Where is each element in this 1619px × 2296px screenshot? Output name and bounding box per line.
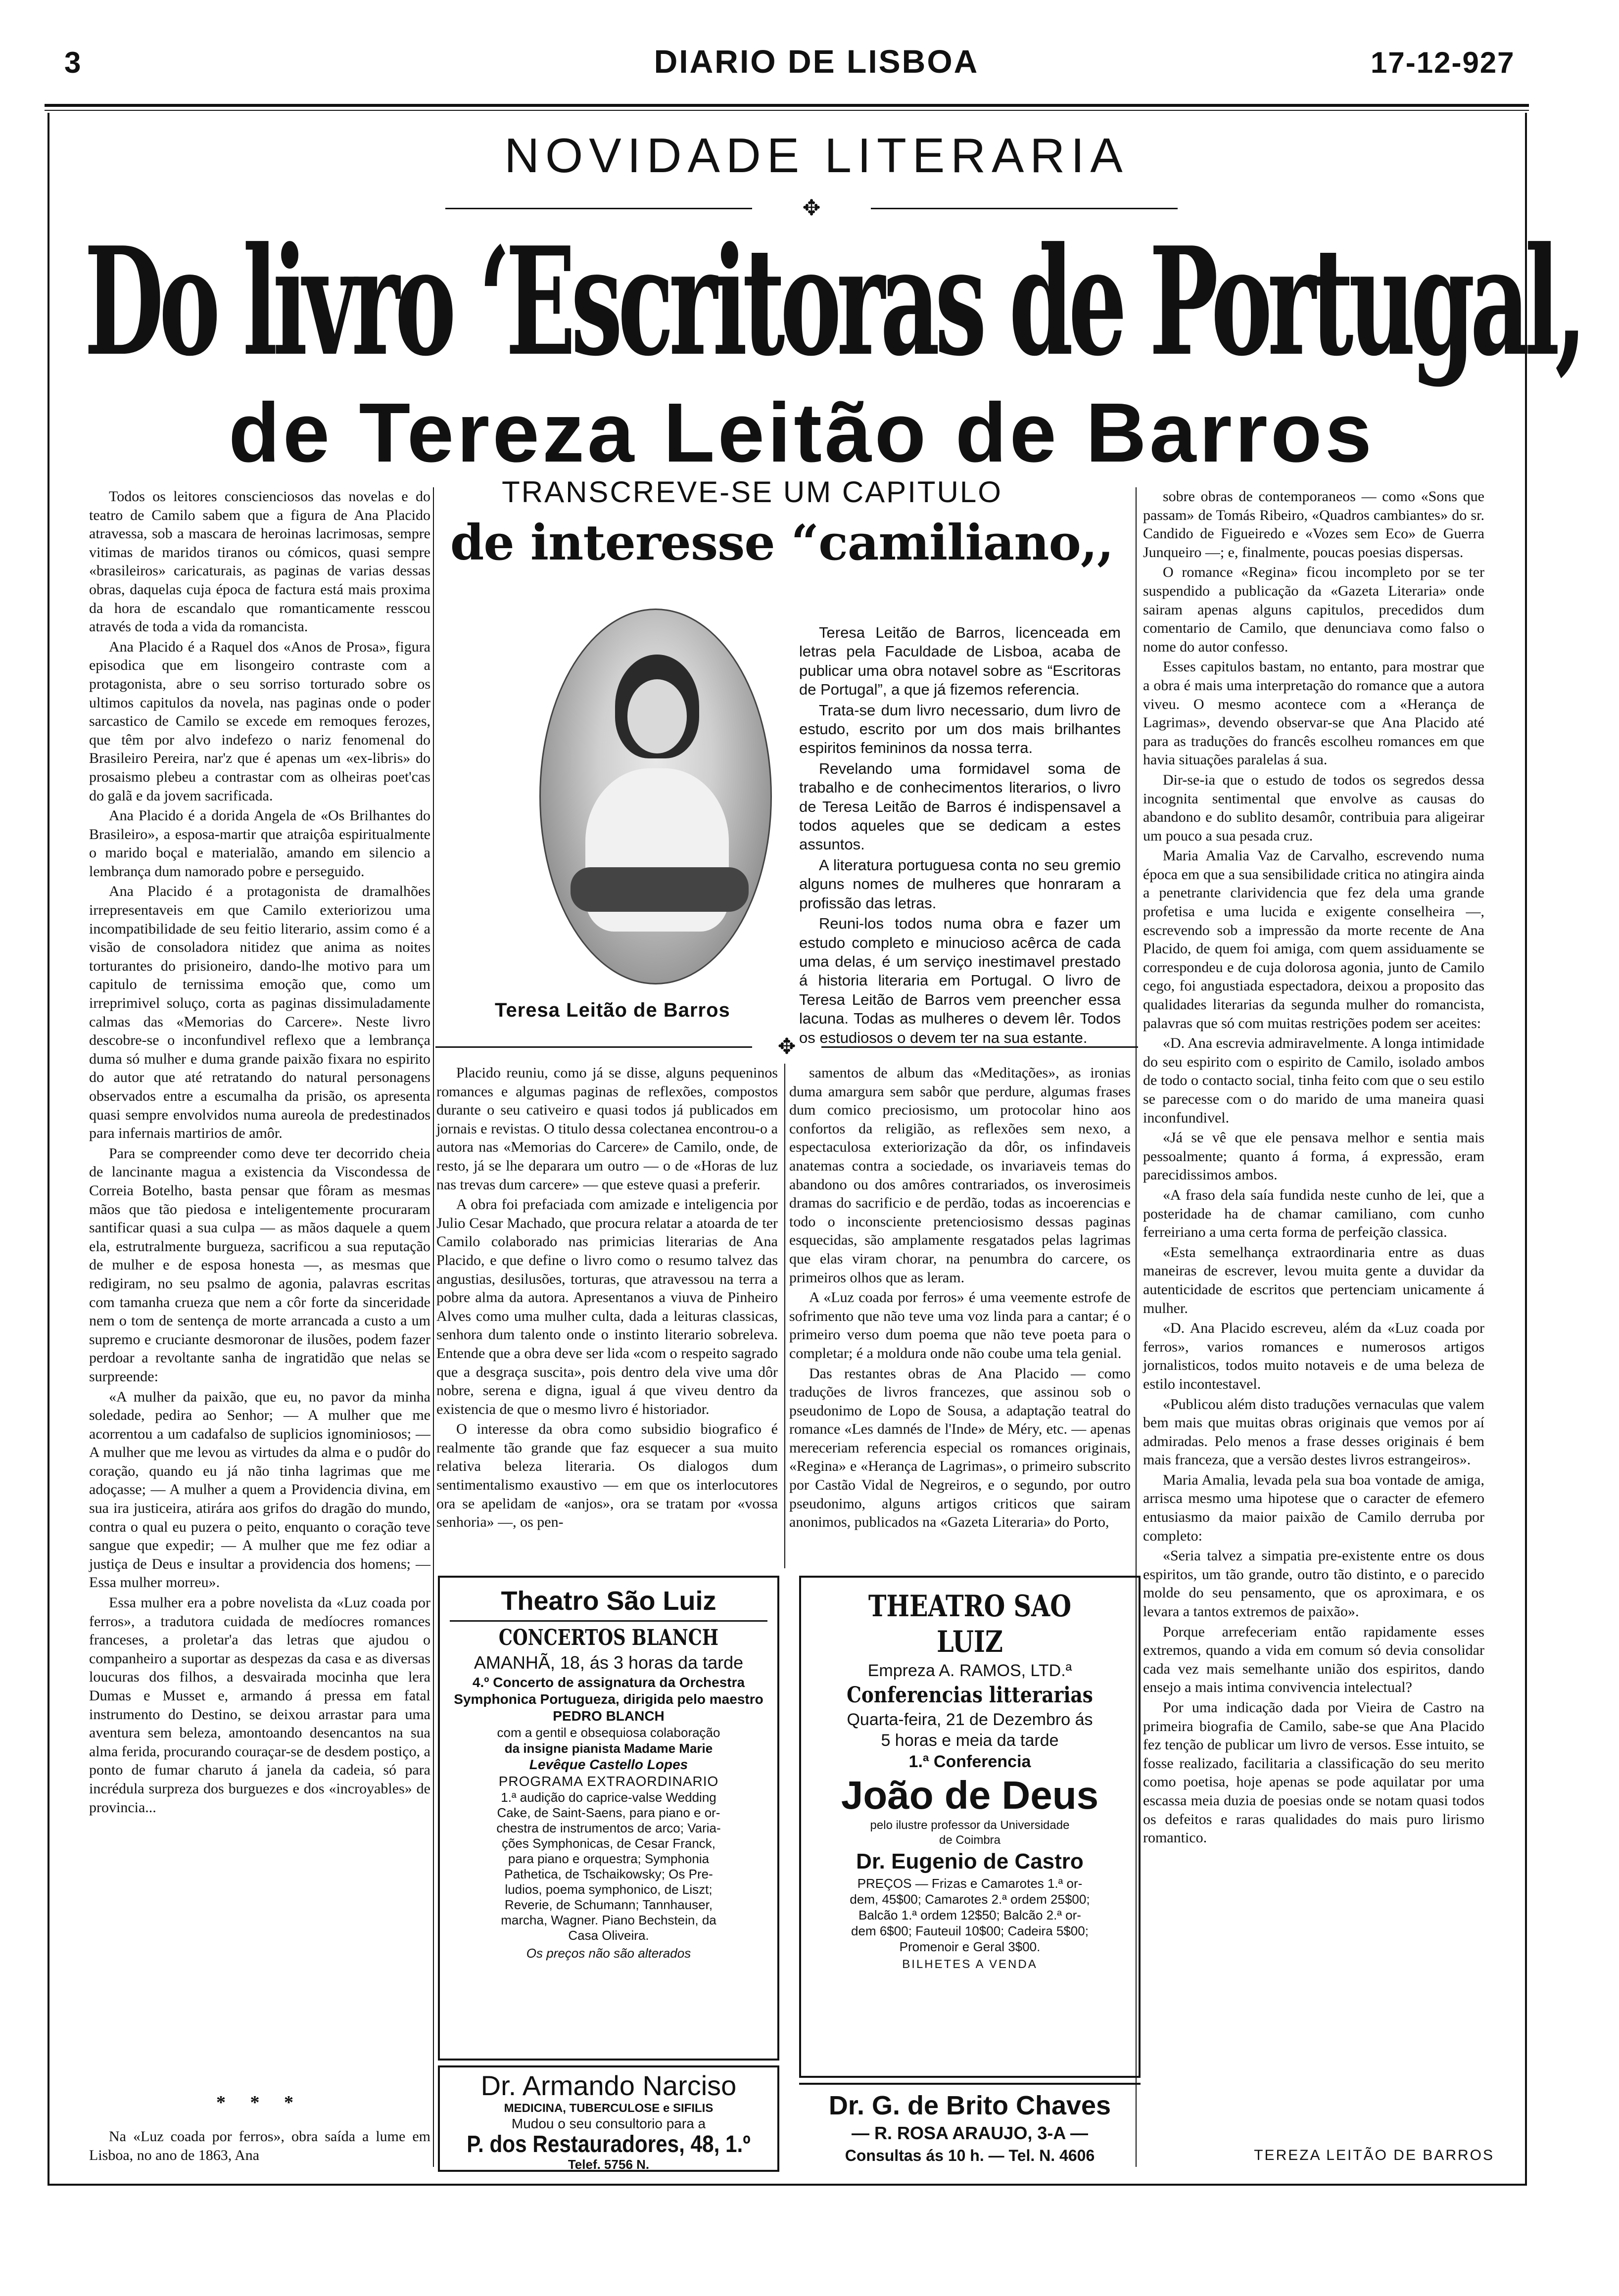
ad-price: dem, 45$00; Camarotes 2.ª ordem 25$00; [850, 1892, 1090, 1907]
col1-paragraph: Ana Placido é a Raquel dos «Anos de Prosa», figura episodica que em lisongeiro contraste com a protagonista, abre o seu sorriso torturado sobre os ultimos capitulos da novela, nas paginas onde o poder sarcastico de Camilo se excede em remoques ferozes, que têm por alvo indefezo o nariz fenomenal do Brasileiro Pereira, nar'z que é apenas um «ex-libris» do prosaismo plebeu a contrastar com as olheiras poet'cas do galã e da jovem sacrificada. [89, 638, 430, 804]
ad-line: Levêque Castello Lopes [529, 1757, 688, 1772]
ad-title: THEATRO SAO LUIZ [868, 1589, 1072, 1659]
article-column-1-tail [89, 2127, 430, 2167]
ad-address: — R. ROSA ARAUJO, 3-A — [851, 2123, 1089, 2143]
ad-armando-narciso [438, 2065, 779, 2172]
ad-by: pelo ilustre professor da Universidade [870, 1819, 1070, 1832]
ad-footer: Os preços não são alterados [526, 1946, 691, 1961]
ad-line: Cake, de Saint-Saens, para piano e or- [497, 1805, 720, 1820]
article-signature: TEREZA LEITÃO DE BARROS [1254, 2147, 1494, 2163]
ad-speaker: Dr. Eugenio de Castro [856, 1849, 1084, 1874]
ad-brito-chaves [799, 2083, 1141, 2172]
ad-line: para piano e orquestra; Symphonia [508, 1851, 710, 1866]
ad-price: dem 6$00; Fauteuil 10$00; Cadeira 5$00; [851, 1923, 1089, 1938]
ad-line: 1.ª audição do caprice-valse Wedding [501, 1790, 716, 1805]
ad-line: 4.º Concerto de assignatura da Orchestra [472, 1675, 745, 1690]
masthead-rule-thin [45, 110, 1529, 111]
ad-line: Casa Oliveira. [568, 1928, 649, 1943]
ad-line: com a gentil e obsequiosa colaboração [497, 1725, 720, 1740]
ad-specialty: MEDICINA, TUBERCULOSE e SIFILIS [504, 2102, 714, 2115]
col4-paragraph: Porque arrefeceriam então rapidamente esses extremos, quando a vida em comum só devia consolidar cada vez mais semelhante união dos espiritos, dando ensejo a mais intima convivencia intelectual? [1143, 1623, 1484, 1696]
kicker-rule-right [871, 208, 1178, 209]
ad-line: PROGRAMA EXTRAORDINARIO [498, 1774, 719, 1789]
intro-paragraph: Reuni-los todos numa obra e fazer um estudo completo e minucioso acêrca de cada uma delas, é um serviço inestimavel prestado á historia literaria em Portugal. O livro de Teresa Leitão de Barros vem preencher essa lacuna. Todas as mulheres o devem lêr. Todos os estudiosos o devem ter na sua estante. [799, 915, 1121, 1046]
ad-tickets: BILHETES A VENDA [902, 1958, 1038, 1971]
article-column-2 [436, 1064, 778, 1568]
intro-paragraph: Teresa Leitão de Barros, licenceada em letras pela Faculdade de Lisboa, acaba de publicar uma obra notavel sobre as “Escritoras de Portugal”, a que já fizemos referencia. [799, 624, 1121, 699]
ad-conference: 1.ª Conferencia [908, 1752, 1031, 1771]
section-separator: * * * [216, 2092, 303, 2113]
col4-paragraph: Dir-se-ia que o estudo de todos os segredos dessa incognita sentimental que envolve as causas do abandono e do sublito desamôr, contribuia para aligeirar um pouco a sua pesada cruz. [1143, 771, 1484, 844]
ad-line: marcha, Wagner. Piano Bechstein, da [501, 1913, 716, 1927]
col4-paragraph: «Seria talvez a simpatia pre-existente entre os dous espiritos, um tão grande, outro tão distinto, e o parecido molde do seu pensamento, que os aproximara, e os levara a tantos extremos de paixão». [1143, 1547, 1484, 1620]
intro-box [799, 623, 1121, 1046]
ad-doctor-name: Dr. Armando Narciso [480, 2070, 737, 2101]
col1-paragraph: Todos os leitores conscienciosos das novelas e do teatro de Camilo sabem que a figura de Ana Placido atravessa, sob a mascara de heroinas lacrimosas, sempre vitimas de maridos tiranos ou cómicos, quasi sempre «brasileiros» caricaturais, as paginas de varias dessas obras, daquelas cuja época de factura está mais proxima da hora de escandalo que romanticamente resscou através de toda a vida da romancista. [89, 488, 430, 635]
column-rule [433, 487, 434, 2167]
col4-paragraph: Maria Amalia Vaz de Carvalho, escrevendo numa época em que a sua sensibilidade critica no atingira ainda a penetrante clarividencia que fez dela uma grande profetisa e uma lucida e exigente conselheira —, escrevendo sob a impressão da morte recente de Ana Placido, de quem foi amiga, com quem assiduamente se correspondeu e de cuja dolorosa agonia, junto de Camilo cego, foi angustiada espectadora, deixou a proposito das qualidades literarias da segunda mulher do romancista, palavras que só com muitas restrições podem ser aceites: [1143, 847, 1484, 1031]
ad-event: Conferencias litterarias [847, 1683, 1093, 1708]
col1-paragraph: Essa mulher era a pobre novelista da «Luz coada por ferros», a tradutora cuidada de medíocres romances franceses, a proletar'a das letras que ajudou o companheiro a suportar as despezas da casa e as diversas loucuras dos filhos, a desvairada mocinha que lera Dumas e Musset e, armando á pressa em fatal instrumento do Destino, se deixou arrastar para uma aventura sem beleza, amontoando desencantos na sua alma ferida, procurando couraçar-se de desdem postiço, a ponto de fumar charuto á janela da cadeia, só para incrédula surpreza dos burguezes e dos «incroyables» de provincia... [89, 1594, 430, 1816]
ad-subject: João de Deus [841, 1773, 1099, 1817]
ad-theatro-sao-luiz-conference [799, 1576, 1141, 2078]
col4-paragraph: O romance «Regina» ficou incompleto por se ter suspendido a publicação da «Gazeta Literaria» onde sairam apenas alguns capitulos, precedidos dum comentario de Camilo, que denunciava como falso o nome do autor confesso. [1143, 564, 1484, 655]
ad-line: ludios, poema symphonico, de Liszt; [505, 1882, 713, 1897]
center-rule-left [435, 1046, 752, 1048]
col3-paragraph: Das restantes obras de Ana Placido — como traduções de livros francezes, que assinou sob o pseudonimo de Lopo de Sousa, a adaptação teatral do romance «Les damnés de l'Inde» de Méry, etc. — apenas mereceriam referencia especial os romances originais, «Regina» e «Herança de Lagrimas», o primeiro subscrito por Castão Vidal de Negreiros, e o segundo, por outro pseudonimo, alguns artigos criticos que sairam anonimos, publicados na «Gazeta Literaria» do Porto, [789, 1365, 1131, 1531]
ad-event: CONCERTOS BLANCH [498, 1625, 719, 1650]
center-rule-right [821, 1046, 1138, 1048]
intro-paragraph: A literatura portuguesa conta no seu gremio alguns nomes de mulheres que honraram a profissão das letras. [799, 856, 1121, 912]
photo-face [627, 679, 687, 753]
ad-line: ções Symphonicas, de Cesar Franck, [501, 1836, 716, 1851]
subhead-interest: de interesse “camiliano,, [450, 515, 1114, 571]
photo-arm [571, 867, 749, 912]
ad-hours: Consultas ás 10 h. — Tel. N. 4606 [845, 2147, 1095, 2164]
col4-paragraph: «Publicou além disto traduções vernaculas que valem bem mais que muitas obras originais que vemos por aí admiradas. Pelo menos a frase desses originais é bem mais franceza, que a versão destes livros estrangeiros». [1143, 1396, 1484, 1468]
col1-tail-paragraph: Na «Luz coada por ferros», obra saída a lume em Lisboa, no ano de 1863, Ana [89, 2128, 430, 2163]
col4-paragraph: Esses capitulos bastam, no entanto, para mostrar que a obra é mais uma interpretação do romance que a autora viveu. O mesmo acontece com a «Herança de Lagrimas», devendo observar-se que Ana Placido até para as traduções do francês escolheu romances em que havia situações paralelas á sua. [1143, 658, 1484, 768]
ad-date: Quarta-feira, 21 de Dezembro ás [847, 1710, 1093, 1729]
col4-paragraph: «Já se vê que ele pensava melhor e sentia mais pessoalmente; quanto á forma, á expressão, eram parecidissimos ambos. [1143, 1129, 1484, 1183]
section-kicker: NOVIDADE LITERARIA [504, 128, 1129, 183]
page-number: 3 [64, 46, 81, 79]
ad-time: 5 horas e meia da tarde [881, 1731, 1059, 1750]
issue-date: 17-12-927 [1371, 46, 1515, 79]
ad-line: Symphonica Portugueza, dirigida pelo maestro [454, 1691, 763, 1707]
col4-paragraph: sobre obras de contemporaneos — como «Sons que passam» de Tomás Ribeiro, «Quadros cambiantes» do sr. Candido de Figueiredo e «Vozes sem Eco» de Guerra Junqueiro —; e, finalmente, poucas poesias dispersas. [1143, 488, 1484, 561]
column-rule [784, 1064, 785, 1568]
col1-paragraph: Ana Placido é a dorida Angela de «Os Brilhantes do Brasileiro», a esposa-martir que atraiçôa espiritualmente o marido boçal e materialão, amando em silencio a lembrança dum namorado pobre e perseguido. [89, 807, 430, 880]
subhead-chapter: TRANSCREVE-SE UM CAPITULO [502, 475, 1002, 509]
ad-date: AMANHÃ, 18, ás 3 horas da tarde [474, 1652, 744, 1673]
col2-paragraph: O interesse da obra como subsidio biografico é realmente tão grande que faz esquecer a sua muito relativa beleza literaria. Os dialogos dum sentimentalismo exaustivo — em que os interlocutores ora se apelidam de «anjos», ora se tratam por «vossa senhoria» —, os pen- [436, 1421, 778, 1531]
col2-paragraph: A obra foi prefaciada com amizade e inteligencia por Julio Cesar Machado, que procura relatar a atoarda de ter Camilo colaborado nas primicias literarias de Ana Placido, e que define o livro como o resumo talvez das angustias, desilusões, torturas, que atravessou na terra a pobre alma da autora. Apresentanos a viuva de Pinheiro Alves como uma mulher culta, dada a leituras classicas, senhora dum talento onde o instinto literario sobreleva. Entende que a obra deve ser lida «com o respeito sagrado que a desgraça suscita», pois dentro dela vive uma dôr nobre, serena e digna, igual á que viveu dentro da existencia de que o mesmo livro é historiador. [436, 1196, 778, 1417]
col4-paragraph: «Esta semelhança extraordinaria entre as duas maneiras de escrever, levou muita gente a duvidar da autenticidade de escritos que pertenciam unicamente á mulher. [1143, 1244, 1484, 1316]
headline-byline: de Tereza Leitão de Barros [228, 386, 1375, 480]
col3-paragraph: A «Luz coada por ferros» é uma veemente estrofe de sofrimento que não teve uma voz linda para a cantar; é o primeiro verso dum poema que não teve poeta para o completar; é a moldura onde não coube uma tela genial. [789, 1289, 1131, 1361]
photo-caption: Teresa Leitão de Barros [495, 999, 730, 1021]
ad-title: Theatro São Luiz [501, 1586, 716, 1616]
ad-moved: Mudou o seu consultorio para a [511, 2116, 706, 2131]
kicker-rule-left [445, 208, 752, 209]
ad-line: da insigne pianista Madame Marie [504, 1741, 713, 1756]
col3-paragraph: samentos de album das «Meditações», as ironias duma amargura sem sabôr que perdure, algumas frases dum comico preciosismo, um protocolar hino aos confortos da religião, as reflexões sem nexo, a espectaculosa exteriorização da dôr, os infindaveis anatemas contra a sociedade, os invariaveis temas do abandono ou dos amôres contrariados, os inverosimeis dramas do sacrificio e de perdão, todas as incoerencias e todo o inconsciente pretenciosismo dessas paginas esquecidas, são amplamente resgatados pelas lagrimas que elas viram chorar, na penumbra do carcere, os primeiros olhos que as leram. [789, 1065, 1131, 1286]
col4-paragraph: «D. Ana escrevia admiravelmente. A longa intimidade do seu espirito com o espirito de Camilo, isolado ambos de todo o contacto social, tinha feito com que o seu estilo se parecesse com o do marido de uma maneira quasi inconfundivel. [1143, 1035, 1484, 1126]
ad-price: Promenoir e Geral 3$00. [899, 1939, 1041, 1954]
author-photo [539, 609, 772, 984]
col4-paragraph: «D. Ana Placido escreveu, além da «Luz coada por ferros», varios romances e numerosos artigos jornalisticos, todos muito notaveis e de uma beleza de estilo incontestavel. [1143, 1320, 1484, 1392]
col4-paragraph: «A fraso dela saía fundida neste cunho de lei, que a posteridade ha de chamar camiliano, com cunho ferreiriano a uma certa forma de perfeição classica. [1143, 1186, 1484, 1241]
col1-paragraph: Para se compreender como deve ter decorrido cheia de lancinante magua a existencia da Viscondessa de Correia Botelho, basta pensar que fôram as mesmas mãos que tão piedosa e inteligentemente procuraram santificar quasi a sua culpa — as mãos daquele a quem ela, estrutralmente burgueza, sacrificou a sua reputação de mulher e de esposa honesta —, as mesmas que redigiram, no seu psalmo de agonia, palavras escritas com tamanha crueza que nem a côr forte da sinceridade nem o tom de sentença de morte arrancada a custo a um supremo e cruciante desmoronar de ilusões, podem fazer perdoar a revoltante sanha de ingratidão que nelas se surpreende: [89, 1145, 430, 1385]
ad-line: PEDRO BLANCH [553, 1708, 665, 1724]
ad-phone: Telef. 5756 N. [568, 2157, 650, 2172]
intro-paragraph: Trata-se dum livro necessario, dum livro de estudo, escrito por um dos mais brilhantes espiritos femininos da nossa terra. [799, 701, 1121, 757]
col1-paragraph: «A mulher da paixão, que eu, no pavor da minha soledade, pedira ao Senhor; — A mulher que me acorrentou a um cadafalso de suplicios ignominiosos; — A mulher que me levou as virtudes da alma e o pudôr do coração, quando eu já não tinha lagrimas que me adoçasse; — A mulher a quem a Providencia divina, em sua ira justiceira, atirára aos grifos do dragão do mundo, contra o qual eu puzera o peito, enquanto o coração teve sangue que expedir; — A mulher que me fez odiar a justiça de Deus e insultar a providencia dos homens; — Essa mulher morreu». [89, 1388, 430, 1591]
article-column-1 [89, 487, 430, 2051]
ad-line: Reverie, de Schumann; Tannhauser, [504, 1897, 713, 1912]
ad-company: Empreza A. RAMOS, LTD.ª [867, 1661, 1072, 1680]
ad-doctor-name: Dr. G. de Brito Chaves [828, 2091, 1111, 2120]
col4-paragraph: Por uma indicação dada por Vieira de Castro na primeira biografia de Camilo, sabe-se que Ana Placido fez tenção de publicar um livro de versos. Esse intuito, se fosse realizado, facilitaria a classificação do seu merito como poetisa, hoje apenas se pode aquilatar por uma escassa meia duzia de poesias onde se notam quasi todos os defeitos e raras qualidades do mais puro lirismo romantico. [1143, 1699, 1484, 1846]
ad-price: PREÇOS — Frizas e Camarotes 1.ª or- [857, 1876, 1083, 1891]
ad-city: de Coimbra [939, 1833, 1001, 1847]
paper-name: DIARIO DE LISBOA [654, 43, 979, 80]
center-ornament: ✥ [777, 1034, 796, 1059]
ad-line: chestra de instrumentos de arco; Varia- [496, 1821, 721, 1835]
article-column-3 [789, 1064, 1131, 1568]
headline-main: Do livro ‘Escritoras de Portugal, [84, 214, 1582, 389]
col1-paragraph: Ana Placido é a protagonista de dramalhões irrepresentaveis em que Camilo exteriorizou uma incompatibilidade de seu feitio literario, assim como é a visão de consoladora nitidez que anima as noites torturantes do prisioneiro, dando-lhe motivo para um capitulo de ternissima emoção que, como um irreprimivel soluço, corta as paginas dissimuladamente calmas das «Memorias do Carcere». Neste livro descobre-se o inconfundivel reflexo que a lembrança duma só mulher e duma grande paixão fixara no espirito do autor que até retratando do natural personagens observados entre a escumalha da prisão, os apresenta quasi sempre envolvidos numa aureola de predestinados para infernais martirios de amôr. [89, 883, 430, 1142]
intro-paragraph: Revelando uma formidavel soma de trabalho e de conhecimentos literarios, o livro de Teresa Leitão de Barros é indispensavel a todos aqueles que se dedicam a estes assuntos. [799, 759, 1121, 853]
ad-theatro-sao-luiz-concert [438, 1576, 779, 2061]
ad-line: Pathetica, de Tschaikowsky; Os Pre- [504, 1867, 713, 1881]
masthead-rule [45, 104, 1529, 107]
article-column-4 [1143, 487, 1484, 2142]
col2-paragraph: Placido reuniu, como já se disse, alguns pequeninos romances e algumas paginas de reflexões, compostos durante o seu cativeiro e quasi todos já publicados em jornais e revistas. O titulo dessa colectanea encontrou-o a autora nas «Memorias do Carcere» de Camilo, onde, de resto, já se lhe deparara um outro — o de «Horas de luz nas trevas dum carcere» — que esteve quasi a preferir. [436, 1065, 778, 1193]
col4-paragraph: Maria Amalia, levada pela sua boa vontade de amiga, arrisca mesmo uma hipotese que o caracter de efemero entusiasmo da maior paixão de Camilo derruba por completo: [1143, 1471, 1484, 1544]
ad-address: P. dos Restauradores, 48, 1.º [467, 2131, 751, 2157]
ad-price: Balcão 1.ª ordem 12$50; Balcão 2.ª or- [858, 1908, 1081, 1922]
kicker-ornament: ✥ [802, 196, 821, 220]
